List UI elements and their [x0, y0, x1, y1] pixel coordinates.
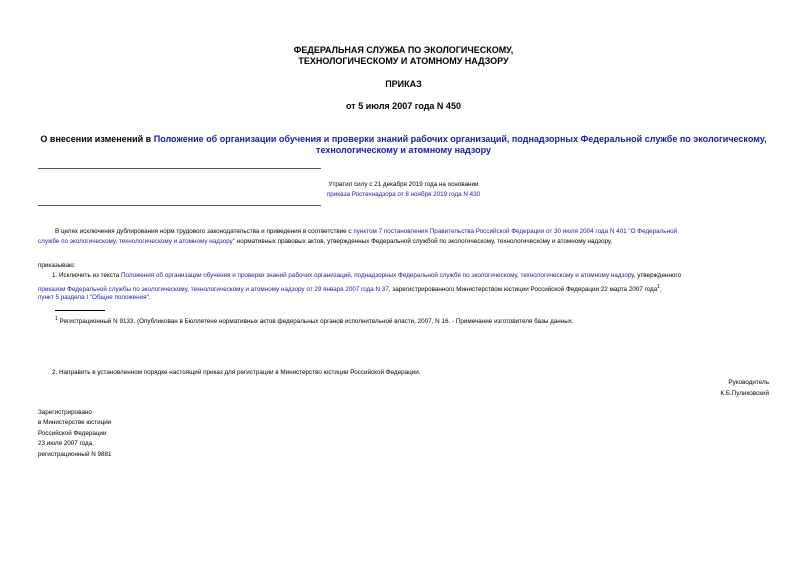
footnote-rule — [55, 310, 105, 311]
registration-line4: 23 июля 2007 года, — [38, 440, 94, 447]
registration-line2: в Министерстве юстиции — [38, 419, 112, 426]
signature-role: Руководитель — [728, 379, 769, 386]
status-line: Утратил силу с 21 декабря 2019 года на основании — [328, 181, 479, 188]
status-bottom-rule — [38, 205, 321, 206]
preamble-link2[interactable]: службе по экологическому, технологическому и атомному надзору" — [38, 238, 236, 245]
item1-link-section[interactable]: пункт 5 раздела I "Общие положения" — [38, 294, 149, 301]
item1-footnote-ref[interactable]: 1 — [657, 284, 660, 290]
preamble-text1: В целях исключения дублирования норм трудового законодательства и приведения в соответствие с — [55, 228, 354, 235]
agency-name-line2: ТЕХНОЛОГИЧЕСКОМУ И АТОМНОМУ НАДЗОРУ — [298, 56, 509, 66]
item1-end: . — [148, 294, 151, 301]
status-link[interactable]: приказа Ростехнадзора от 8 ноября 2019 года N 430 — [326, 191, 481, 198]
item1-line3 — [38, 293, 151, 303]
document-date: от 5 июля 2007 года N 450 — [346, 101, 461, 111]
document-title-line2 — [0, 145, 807, 156]
title-prefix: О внесении изменений в — [40, 134, 154, 144]
footnote — [55, 314, 574, 327]
item1-text2: , зарегистрированного Министерством юстиции Российской Федерации 22 марта 2007 года — [388, 286, 658, 294]
title-link-line1[interactable]: Положение об организации обучения и проверки знаний рабочих организаций, поднадзорных Федеральной службе по экологическому, — [153, 134, 767, 144]
registration-line3: Российской Федерации — [38, 430, 107, 437]
item1-link-order[interactable]: приказом Федеральной службы по экологическому, технологическому и атомному надзору от 29 января 2007 года N 37 — [38, 286, 389, 294]
document-title-line1 — [0, 134, 807, 145]
footnote-text: Регистрационный N 9133. (Опубликован в Бюллетене нормативных актов федеральных органов исполнительной власти, 2007, N 16. - Примечание изготовителя базы данных. — [57, 318, 574, 326]
registration-line1: Зарегистрировано — [38, 409, 92, 416]
title-link-line2[interactable]: технологическому и атомному надзору — [316, 145, 491, 155]
registration-line5: регистрационный N 9881 — [38, 451, 112, 458]
status-top-rule — [38, 168, 321, 169]
item2: 2. Направить в установленном порядке настоящий приказ для регистрации в Министерство юстиции Российской Федерации. — [52, 369, 421, 376]
preamble-text2: нормативных правовых актов, утвержденных Федеральной службой по экологическому, технологическому и атомному надзору, — [235, 238, 613, 245]
agency-name-line1: ФЕДЕРАЛЬНАЯ СЛУЖБА ПО ЭКОЛОГИЧЕСКОМУ, — [293, 45, 514, 55]
preamble-link1[interactable]: пунктом 7 постановления Правительства Российской Федерации от 30 июля 2004 года N 401 "О Федеральной — [353, 228, 678, 235]
item1-lead: 1. Исключить из текста — [52, 272, 121, 279]
item1-tail2: , — [660, 286, 662, 294]
document-type: ПРИКАЗ — [385, 79, 422, 89]
footnote-mark: 1 — [55, 316, 58, 322]
item1-link-regulation[interactable]: Положения об организации обучения и проверки знаний рабочих организаций, поднадзорных Федеральной службе по экологическому, технологическому и атомному надзору — [120, 272, 634, 279]
order-word: приказываю: — [38, 262, 76, 269]
preamble-line2 — [38, 237, 612, 247]
signature-name: К.Б.Пуликовский — [720, 390, 769, 397]
item1-line1 — [52, 271, 681, 281]
item1-tail1: , утвержденного — [633, 272, 682, 279]
preamble-line1 — [55, 227, 677, 237]
